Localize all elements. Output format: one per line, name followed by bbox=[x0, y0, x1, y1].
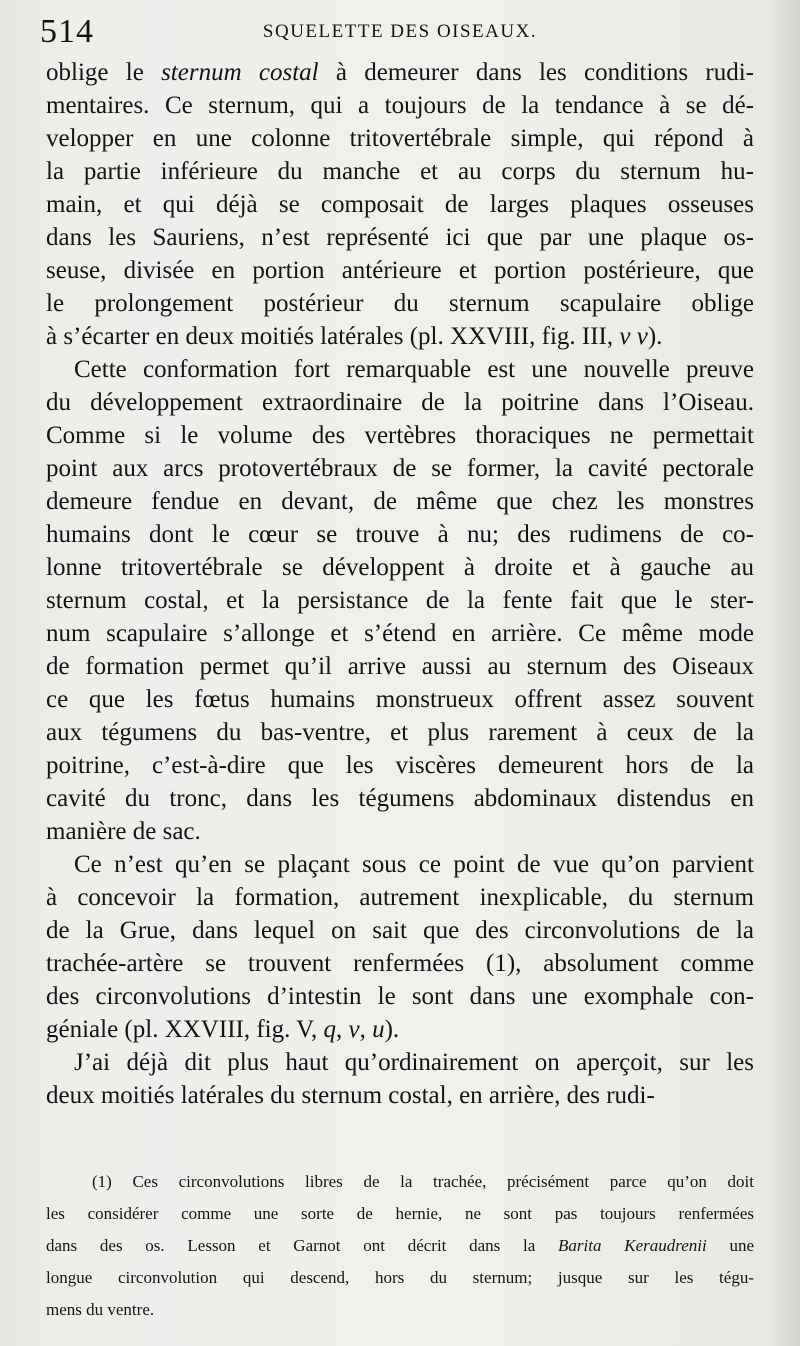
footnote-line: les considérer comme une sorte de hernie, ne sont pas toujours renfermées bbox=[46, 1204, 754, 1223]
footnote-line: (1) Ces circonvolutions libres de la trachée, précisément parce qu’on doit bbox=[92, 1172, 754, 1191]
paragraph-2-line: point aux arcs protovertébraux de se former, la cavité pectorale bbox=[46, 455, 754, 482]
paragraph-1-line: le prolongement postérieur du sternum scapulaire oblige bbox=[46, 290, 754, 317]
paragraph-4-line: deux moitiés latérales du sternum costal, en arrière, des rudi- bbox=[46, 1082, 655, 1109]
paragraph-2-line: humains dont le cœur se trouve à nu; des rudimens de co- bbox=[46, 521, 754, 548]
paragraph-3-line: à concevoir la formation, autrement inexplicable, du sternum bbox=[46, 884, 754, 911]
paragraph-1-line: dans les Sauriens, n’est représenté ici que par une plaque os- bbox=[46, 224, 754, 251]
paragraph-2-line: du développement extraordinaire de la poitrine dans l’Oiseau. bbox=[46, 389, 754, 416]
paragraph-2-line: cavité du tronc, dans les tégumens abdominaux distendus en bbox=[46, 785, 754, 812]
paragraph-2-line: ce que les fœtus humains monstrueux offrent assez souvent bbox=[46, 686, 754, 713]
paragraph-2-line: lonne tritovertébrale se développent à droite et à gauche au bbox=[46, 554, 754, 581]
footnote bbox=[46, 1166, 754, 1326]
paragraph-4-line: J’ai déjà dit plus haut qu’ordinairement on aperçoit, sur les bbox=[74, 1049, 754, 1076]
paragraph-1-line: mentaires. Ce sternum, qui a toujours de la tendance à se dé- bbox=[46, 92, 754, 119]
paragraph-1-line: velopper en une colonne tritovertébrale simple, qui répond à bbox=[46, 125, 754, 152]
footnote-line: dans des os. Lesson et Garnot ont décrit dans la Barita Keraudrenii une bbox=[46, 1236, 754, 1255]
paragraph-1-line: main, et qui déjà se composait de larges plaques osseuses bbox=[46, 191, 754, 218]
running-title: SQUELETTE DES OISEAUX. bbox=[262, 21, 538, 42]
main-text bbox=[46, 56, 754, 1112]
footnote-line: mens du ventre. bbox=[46, 1300, 155, 1319]
paragraph-2-line: aux tégumens du bas-ventre, et plus rarement à ceux de la bbox=[46, 719, 754, 746]
paragraph-3-line: trachée-artère se trouvent renfermées (1), absolument comme bbox=[46, 950, 754, 977]
paragraph-2-line: demeure fendue en devant, de même que chez les monstres bbox=[46, 488, 754, 515]
paragraph-1-line: la partie inférieure du manche et au corps du sternum hu- bbox=[46, 158, 754, 185]
paragraph-2-line: Cette conformation fort remarquable est une nouvelle preuve bbox=[74, 356, 754, 383]
paragraph-1-line: à s’écarter en deux moitiés latérales (pl. XXVIII, fig. III, v v). bbox=[46, 323, 663, 350]
paragraph-2-line: poitrine, c’est-à-dire que les viscères demeurent hors de la bbox=[46, 752, 754, 779]
page-header bbox=[40, 12, 760, 52]
footnote-line: longue circonvolution qui descend, hors du sternum; jusque sur les tégu- bbox=[46, 1268, 754, 1287]
paragraph-2-line: manière de sac. bbox=[46, 818, 201, 845]
paragraph-1-line: seuse, divisée en portion antérieure et portion postérieure, que bbox=[46, 257, 754, 284]
paragraph-3-line: Ce n’est qu’en se plaçant sous ce point de vue qu’on parvient bbox=[74, 851, 754, 878]
paragraph-1-line: oblige le sternum costal à demeurer dans les conditions rudi- bbox=[46, 59, 754, 86]
paragraph-2-line: sternum costal, et la persistance de la fente fait que le ster- bbox=[46, 587, 754, 614]
paragraph-3-line: de la Grue, dans lequel on sait que des circonvolutions de la bbox=[46, 917, 754, 944]
paragraph-2-line: de formation permet qu’il arrive aussi au sternum des Oiseaux bbox=[46, 653, 754, 680]
page-number: 514 bbox=[40, 13, 94, 50]
paragraph-2-line: num scapulaire s’allonge et s’étend en arrière. Ce même mode bbox=[46, 620, 754, 647]
paragraph-2-line: Comme si le volume des vertèbres thoraciques ne permettait bbox=[46, 422, 754, 449]
paragraph-3-line: géniale (pl. XXVIII, fig. V, q, v, u). bbox=[46, 1016, 400, 1043]
paragraph-3-line: des circonvolutions d’intestin le sont dans une exomphale con- bbox=[46, 983, 754, 1010]
